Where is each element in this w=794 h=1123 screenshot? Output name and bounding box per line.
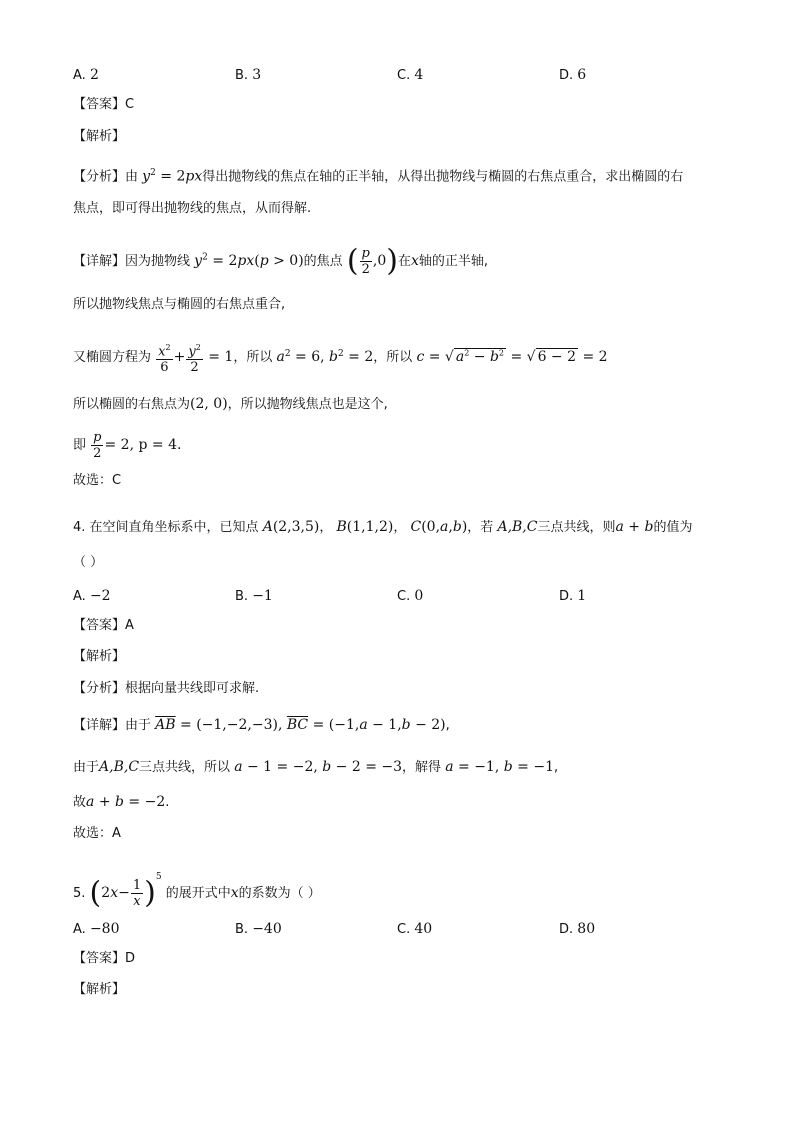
q3-answer: 【答案】C bbox=[73, 97, 135, 112]
q3-analysis-label: 【解析】 bbox=[73, 129, 126, 144]
fraction: $\frac{y^2}{2}$ bbox=[186, 340, 202, 375]
formula: y bbox=[142, 168, 151, 185]
q4-answer: 【答案】A bbox=[73, 618, 134, 633]
q5-option-a: A. −80 bbox=[73, 921, 120, 937]
q4-xiangjie-1: 【详解】由于 $\overline{AB} = (-1,-2,-3)$, $\overline{BC} = (-1,a - 1,b - 2)$, bbox=[73, 717, 450, 733]
q4-option-d: D. 1 bbox=[559, 588, 587, 604]
q3-option-d: D. 6 bbox=[559, 67, 587, 83]
q4-xiangjie-2: 由于A,B,C三点共线，所以 a − 1 = −2, b − 2 = −3，解得 a = −1, b = −1, bbox=[73, 759, 559, 775]
q4-analysis-label: 【解析】 bbox=[73, 649, 126, 664]
q3-xiangjie-3: 又椭圆方程为 $\frac{x^2}{6}$ + $\frac{y^2}{2}$ = 1，所以 $a^2 = 6$, $b^2 = 2$，所以 c = √ $a^2 - b^2$ = √ 6 − 2 = 2 bbox=[73, 340, 608, 375]
q4-stem: 4. 在空间直角坐标系中，已知点 A(2,3,5)， B(1,1,2)， C(0,a,b)，若 A,B,C三点共线，则a + b的值为 bbox=[73, 519, 693, 535]
q5-analysis-label: 【解析】 bbox=[73, 982, 126, 997]
q4-option-a: A. −2 bbox=[73, 588, 111, 604]
q3-fenxi-cont: 焦点，即可得出抛物线的焦点，从而得解. bbox=[73, 201, 312, 216]
q3-xiangjie-5: 即 $\frac{p}{2}$ = 2, p = 4. bbox=[73, 430, 182, 461]
q5-option-d: D. 80 bbox=[559, 921, 596, 937]
q4-fenxi: 【分析】根据向量共线即可求解. bbox=[73, 681, 260, 696]
q3-fenxi: 【分析】由 $y^2 = 2px$得出抛物线的焦点在轴的正半轴，从得出抛物线与椭圆的右焦点重合，求出椭圆的右 bbox=[73, 168, 684, 185]
q4-option-c: C. 0 bbox=[397, 588, 424, 604]
q3-choose: 故选：C bbox=[73, 473, 122, 488]
fraction: $\frac{p}{2}$ bbox=[93, 430, 102, 461]
q3-xiangjie-1: 【详解】因为抛物线 $y^2 = 2px(p > 0)$的焦点 ( $\frac{p}{2}$ ,0)在x轴的正半轴, bbox=[73, 243, 489, 279]
fraction: $\frac{x^2}{6}$ bbox=[156, 340, 172, 375]
q5-stem: 5. (2x− $\frac{1}{x}$ )$^5$ 的展开式中x的系数为（ ） bbox=[73, 872, 321, 911]
q4-paren: （ ） bbox=[73, 555, 104, 570]
q4-option-b: B. −1 bbox=[235, 588, 273, 604]
q4-choose: 故选：A bbox=[73, 826, 121, 841]
q5-answer: 【答案】D bbox=[73, 951, 136, 966]
q5-option-c: C. 40 bbox=[397, 921, 433, 937]
q3-option-a: A. 2 bbox=[73, 67, 99, 83]
q4-xiangjie-3: 故a + b = −2. bbox=[73, 794, 170, 810]
q3-option-b: B. 3 bbox=[235, 67, 262, 83]
q3-xiangjie-4: 所以椭圆的右焦点为(2, 0)，所以抛物线焦点也是这个, bbox=[73, 396, 388, 412]
q3-xiangjie-2: 所以抛物线焦点与椭圆的右焦点重合, bbox=[73, 297, 286, 312]
q5-option-b: B. −40 bbox=[235, 921, 282, 937]
q3-option-c: C. 4 bbox=[397, 67, 424, 83]
fraction: $\frac{1}{x}$ bbox=[132, 878, 142, 909]
fraction: $\frac{p}{2}$ bbox=[361, 246, 370, 277]
